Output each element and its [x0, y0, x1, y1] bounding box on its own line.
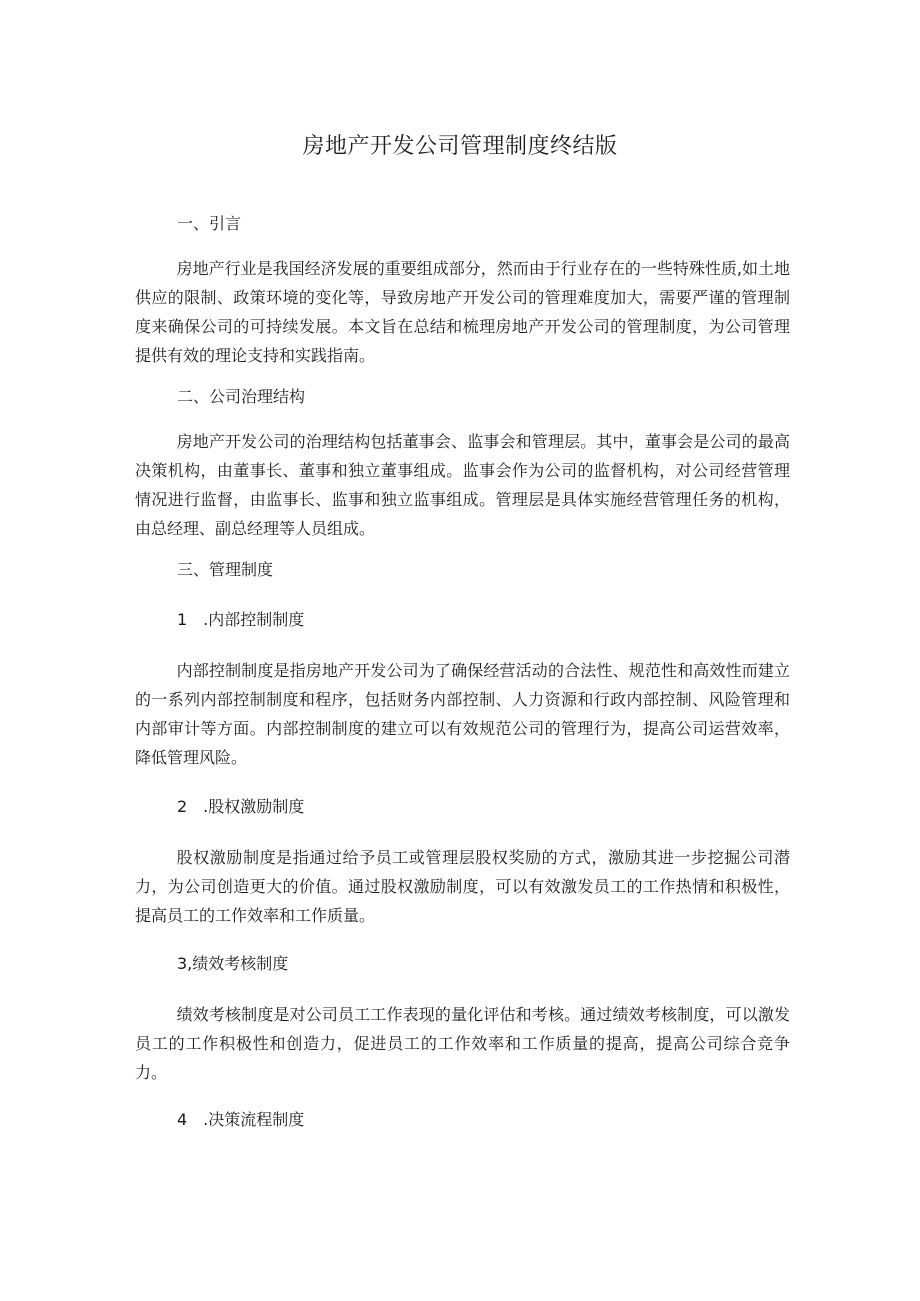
subsection-heading-internal-control: 1 .内部控制制度 [177, 610, 305, 629]
section-paragraph-intro: 房地产行业是我国经济发展的重要组成部分，然而由于行业存在的一些特殊性质,如土地供应的限制、政策环境的变化等，导致房地产开发公司的管理难度加大，需要严谨的管理制度来确保公司的可持续发展。本文旨在总结和梳理房地产开发公司的管理制度，为公司管理提供有效的理论支持和实践指南。 [135, 259, 790, 365]
document-title: 房地产开发公司管理制度终结版 [302, 134, 618, 159]
section-paragraph-governance: 房地产开发公司的治理结构包括董事会、监事会和管理层。其中，董事会是公司的最高决策机构，由董事长、董事和独立董事组成。监事会作为公司的监督机构，对公司经营管理情况进行监督，由监事长、监事和独立监事组成。管理层是具体实施经营管理任务的机构，由总经理、副总经理等人员组成。 [135, 432, 790, 538]
subsection-heading-equity-incentive: 2 .股权激励制度 [177, 797, 305, 816]
section-heading-intro: 一、引言 [177, 214, 242, 233]
subsection-heading-decision-process: 4 .决策流程制度 [177, 1110, 305, 1129]
section-heading-management: 三、管理制度 [177, 560, 274, 579]
subsection-paragraph-equity-incentive: 股权激励制度是指通过给予员工或管理层股权奖励的方式，激励其进一步挖掘公司潜力，为公司创造更大的价值。通过股权激励制度，可以有效激发员工的工作热情和积极性，提高员工的工作效率和工作质量。 [135, 848, 790, 925]
subsection-paragraph-internal-control: 内部控制制度是指房地产开发公司为了确保经营活动的合法性、规范性和高效性而建立的一系列内部控制制度和程序，包括财务内部控制、人力资源和行政内部控制、风险管理和内部审计等方面。内部控制制度的建立可以有效规范公司的管理行为，提高公司运营效率，降低管理风险。 [135, 661, 790, 767]
section-heading-governance: 二、公司治理结构 [177, 387, 306, 406]
subsection-heading-performance: 3,绩效考核制度 [177, 954, 289, 973]
subsection-paragraph-performance: 绩效考核制度是对公司员工工作表现的量化评估和考核。通过绩效考核制度，可以激发员工的工作积极性和创造力，促进员工的工作效率和工作质量的提高，提高公司综合竞争力。 [135, 1005, 790, 1082]
